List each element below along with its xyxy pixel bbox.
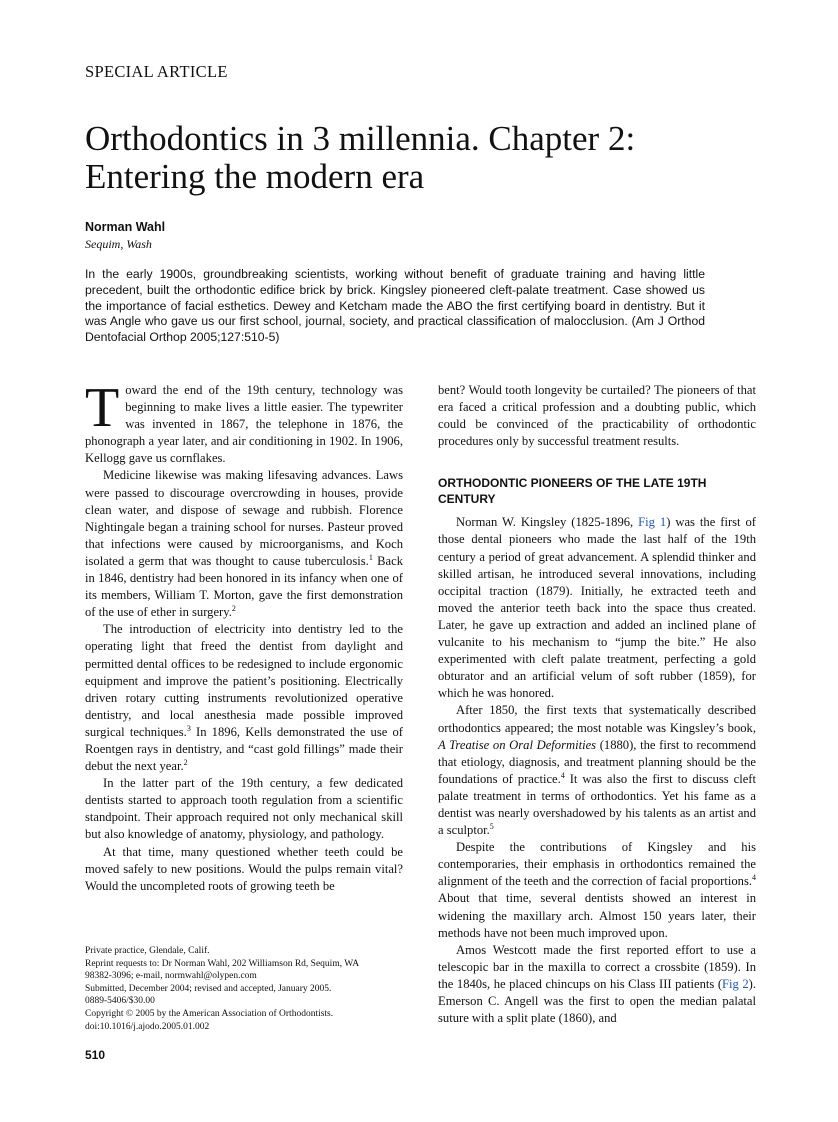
footnote-line: Submitted, December 2004; revised and accepted, January 2005. [85, 983, 332, 994]
figure-link[interactable]: Fig 2 [722, 976, 749, 991]
paragraph: At that time, many questioned whether teeth could be moved safely to new positions. Would the pulps remain vital? Would the uncompleted roots of growing teeth be [85, 844, 403, 893]
paragraph [438, 702, 756, 839]
paragraph [85, 377, 403, 467]
figure-link[interactable]: Fig 1 [638, 515, 667, 530]
paragraph-text: ). Emerson C. Angell was the first to open the median palatal suture with a split plate (1860), and [438, 976, 756, 1026]
book-title: A Treatise on Oral Deformities [438, 737, 597, 752]
paragraph [438, 839, 756, 942]
reference-marker[interactable]: 5 [489, 821, 494, 831]
page-number: 510 [85, 1048, 106, 1062]
paragraph: In the latter part of the 19th century, a few dedicated dentists started to approach tooth regulation from a scientific standpoint. Their approach required not only mechanical skill but also knowledge of anatomy, physiology, and pathology. [85, 776, 403, 842]
footnote-line: Private practice, Glendale, Calif. [85, 946, 210, 956]
paragraph-text: (1880), the first to recommend that etiology, diagnosis, and treatment planning should be the foundations of practice. [438, 737, 756, 786]
title-line-2: Entering the modern era [85, 157, 425, 196]
reference-marker[interactable]: 2 [231, 604, 236, 614]
section-heading: ORTHODONTIC PIONEERS OF THE LATE 19TH CENTURY [438, 476, 707, 507]
paragraph [438, 942, 756, 1027]
paragraph-text: It was also the first to discuss cleft palate treatment in terms of orthodontics. Yet his fame as a dentist was nearly overshadowed by his talents as an artist and a sculptor. [438, 771, 757, 838]
body-column-right [438, 382, 756, 1027]
reference-marker[interactable]: 2 [183, 757, 188, 767]
footnote-line: Copyright © 2005 by the American Association of Orthodontists. [85, 1008, 334, 1019]
paragraph [438, 514, 756, 702]
abstract: In the early 1900s, groundbreaking scientists, working without benefit of graduate training and having little precedent, built the orthodontic edifice brick by brick. Kingsley pioneered cleft-palate treatment. Case showed us the importance of facial esthetics. Dewey and Ketcham made the ABO the first certifying board in dentistry. But it was Angle who gave us our first school, journal, society, and practical classification of malocclusion. (Am J Orthod Dentofacial Orthop 2005;127:510-5) [85, 267, 705, 345]
reference-marker[interactable]: 1 [368, 552, 373, 562]
article-title [85, 120, 765, 196]
footnote [85, 945, 407, 1033]
footnote-line: 98382-3096; e-mail, normwahl@olypen.com [85, 971, 257, 982]
paragraph-text: About that time, several dentists showed an interest in widening the maxillary arch. Almost 150 years later, their methods have not been much improved upon. [438, 891, 756, 940]
paragraph-text: In 1896, Kells demonstrated the use of Roentgen rays in dentistry, and “cast gold fillings” made their debut the next year. [85, 724, 403, 774]
reference-marker[interactable]: 4 [752, 873, 756, 883]
paragraph [85, 621, 403, 775]
footnote-line: doi:10.1016/j.ajodo.2005.01.002 [85, 1021, 210, 1032]
paragraph-text: Medicine likewise was making lifesaving advances. Laws were passed to discourage overcrowding in houses, provide clean water, and dispose of sewage and rubbish. Florence Nightingale began a training school for nurses. Pasteur proved that infections were caused by microorganisms, and Koch isolated a germ that was thought to cause tuberculosis. [85, 468, 403, 568]
author-name: Norman Wahl [85, 220, 166, 234]
paragraph-text: oward the end of the 19th century, technology was beginning to make lives a little easier. The typewriter was invented in 1867, the telephone in 1876, the phonograph a year later, and air conditioning in 1902. In 1906, Kellogg gave us cornflakes. [85, 383, 403, 466]
reference-marker[interactable]: 4 [560, 770, 565, 780]
author-affiliation: Sequim, Wash [85, 237, 152, 251]
title-line-1: Orthodontics in 3 millennia. Chapter 2: [85, 119, 636, 158]
paragraph [85, 467, 403, 621]
footnote-line: 0889-5406/$30.00 [85, 996, 155, 1007]
body-column-left [85, 377, 403, 895]
section-label: SPECIAL ARTICLE [85, 62, 228, 81]
reference-marker[interactable]: 3 [186, 723, 191, 733]
paragraph-text: The introduction of electricity into dentistry led to the operating light that freed the dentist from daylight and permitted dental offices to be redesigned to include ergonomic equipment and improve the patient’s positioning. Electrically driven rotary cutting instruments revolutionized operative dentistry, and local anesthesia made possible improved surgical techniques. [85, 622, 403, 739]
paragraph-text: Back in 1846, dentistry had been honored in its infancy when one of its members, William T. Morton, gave the first demonstration of the use of ether in surgery. [85, 553, 403, 620]
paragraph-text: Despite the contributions of Kingsley and his contemporaries, their emphasis in orthodontics remained the alignment of the teeth and the correction of facial proportions. [438, 840, 756, 889]
paragraph-text: Amos Westcott made the first reported effort to use a telescopic bar in the maxilla to correct a crossbite (1859). In the 1840s, he placed chincups on his Class III patients ( [438, 942, 756, 991]
drop-cap: T [85, 377, 120, 439]
paragraph-text: Norman W. Kingsley (1825-1896, [456, 515, 639, 530]
paragraph-text: After 1850, the first texts that systematically described orthodontics appeared; the most notable was Kingsley’s book, [438, 703, 756, 735]
paragraph-text: ) was the first of those dental pioneers who made the last half of the 19th century a period of great advancement. A splendid thinker and skilled artisan, he introduced several innovations, including occipital traction (1879). Initially, he extracted teeth and moved the anterior teeth back into the space thus created. Later, he gave up extraction and added an inclined plane of vulcanite to his mechanism to “jump the bite.” He also experimented with cleft palate treatment, perfecting a gold obturator and an artificial velum of soft rubber (1859), for which he was honored. [438, 515, 756, 701]
footnote-line: Reprint requests to: Dr Norman Wahl, 202 Williamson Rd, Sequim, WA [85, 958, 360, 969]
paragraph: bent? Would tooth longevity be curtailed? The pioneers of that era faced a critical profession and a doubting public, which could be convinced of the practicability of orthodontic procedures only by successful treatment results. [438, 383, 756, 449]
